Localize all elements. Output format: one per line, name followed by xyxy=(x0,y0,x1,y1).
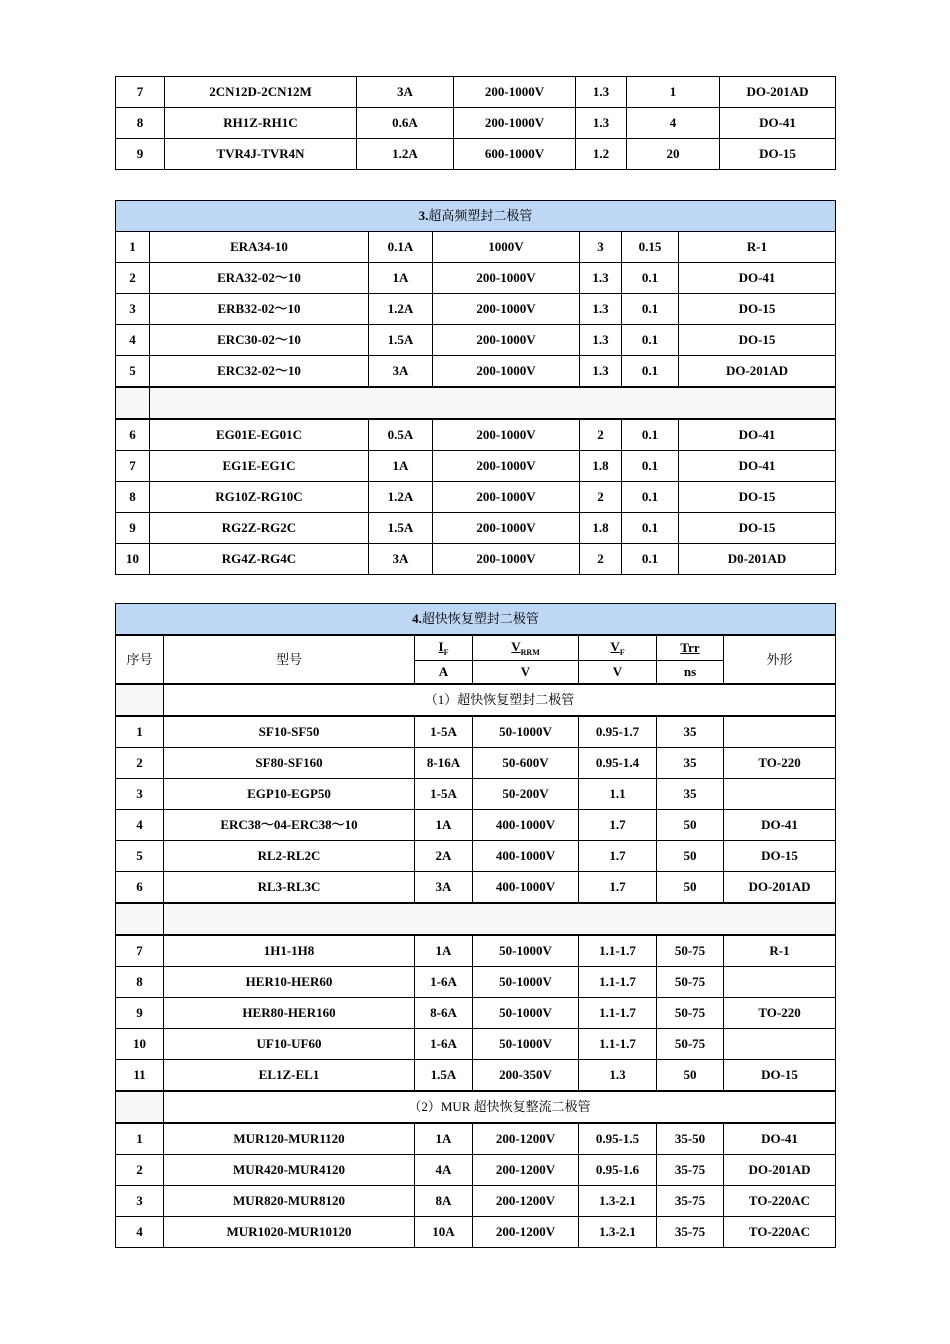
unit-vf: V xyxy=(579,661,657,685)
cell-vf: 1.7 xyxy=(579,841,657,872)
cell-voltage: 1000V xyxy=(433,232,580,263)
cell-current: 3A xyxy=(415,872,473,904)
table-row xyxy=(116,513,836,544)
table3-title xyxy=(116,604,836,636)
cell-trr: 50-75 xyxy=(657,967,724,998)
cell-model: RL3-RL3C xyxy=(164,872,415,904)
cell-trr: 35-50 xyxy=(657,1123,724,1155)
cell-package xyxy=(724,716,836,748)
cell-voltage: 200-1000V xyxy=(454,77,576,108)
section-index-cell xyxy=(116,1091,164,1123)
cell-voltage: 200-350V xyxy=(473,1060,579,1092)
cell-index: 5 xyxy=(116,356,150,388)
cell-package xyxy=(724,967,836,998)
cell-vf: 0.95-1.4 xyxy=(579,748,657,779)
cell-index: 11 xyxy=(116,1060,164,1092)
cell-current: 2A xyxy=(415,841,473,872)
table-row xyxy=(116,716,836,748)
spacer-cell xyxy=(116,903,164,935)
header-vf-symbol: V xyxy=(610,639,620,654)
header-row xyxy=(116,635,836,661)
cell-trr: 35-75 xyxy=(657,1186,724,1217)
cell-package: TO-220AC xyxy=(724,1217,836,1248)
cell-package: DO-15 xyxy=(679,513,836,544)
cell-model: ERA32-02～10 xyxy=(150,263,369,294)
cell-package: DO-41 xyxy=(724,1123,836,1155)
table3-group3 xyxy=(116,1123,836,1248)
header-package: 外形 xyxy=(724,635,836,684)
cell-voltage: 600-1000V xyxy=(454,139,576,170)
cell-package: DO-15 xyxy=(679,482,836,513)
table-row xyxy=(116,451,836,482)
table-row xyxy=(116,841,836,872)
cell-package: DO-41 xyxy=(679,419,836,451)
cell-vf: 0.95-1.6 xyxy=(579,1155,657,1186)
cell-current: 8-6A xyxy=(415,998,473,1029)
cell-model: RG4Z-RG4C xyxy=(150,544,369,575)
cell-package: TO-220 xyxy=(724,748,836,779)
header-if xyxy=(415,635,473,661)
cell-package: TO-220 xyxy=(724,998,836,1029)
cell-model: EG1E-EG1C xyxy=(150,451,369,482)
cell-model: EL1Z-EL1 xyxy=(164,1060,415,1092)
table-row xyxy=(116,294,836,325)
cell-voltage: 400-1000V xyxy=(473,841,579,872)
cell-vf: 1.3-2.1 xyxy=(579,1186,657,1217)
section-label-2: （2）MUR 超快恢复整流二极管 xyxy=(164,1091,836,1123)
cell-index: 4 xyxy=(116,325,150,356)
cell-trr: 50-75 xyxy=(657,998,724,1029)
table-row xyxy=(116,108,836,139)
cell-current: 0.6A xyxy=(357,108,454,139)
table-row xyxy=(116,1155,836,1186)
header-if-subscript: F xyxy=(443,648,449,657)
spacer-cell xyxy=(164,903,836,935)
cell-voltage: 50-200V xyxy=(473,779,579,810)
cell-package: DO-15 xyxy=(679,325,836,356)
cell-package: DO-41 xyxy=(679,451,836,482)
cell-package: D0-201AD xyxy=(679,544,836,575)
header-index: 序号 xyxy=(116,635,164,684)
cell-vf: 1.3-2.1 xyxy=(579,1217,657,1248)
table-row xyxy=(116,544,836,575)
table3-title-text: 超快恢复塑封二极管 xyxy=(421,611,539,626)
cell-model: SF10-SF50 xyxy=(164,716,415,748)
table-row xyxy=(116,779,836,810)
cell-model: 1H1-1H8 xyxy=(164,935,415,967)
cell-trr: 0.1 xyxy=(622,263,679,294)
cell-index: 3 xyxy=(116,294,150,325)
cell-index: 10 xyxy=(116,544,150,575)
cell-voltage: 200-1200V xyxy=(473,1123,579,1155)
cell-voltage: 200-1000V xyxy=(433,325,580,356)
header-vrrm xyxy=(473,635,579,661)
cell-package xyxy=(724,1029,836,1060)
cell-vf: 1.3 xyxy=(580,294,622,325)
table2-group2 xyxy=(116,419,836,575)
table3-group2 xyxy=(116,935,836,1091)
cell-vf: 1.3 xyxy=(580,356,622,388)
cell-current: 10A xyxy=(415,1217,473,1248)
cell-index: 9 xyxy=(116,139,165,170)
table2-title xyxy=(116,201,836,232)
cell-vf: 1.7 xyxy=(579,872,657,904)
diode-table-continued xyxy=(115,76,836,170)
cell-model: MUR1020-MUR10120 xyxy=(164,1217,415,1248)
cell-package: R-1 xyxy=(679,232,836,263)
cell-current: 1.2A xyxy=(369,482,433,513)
cell-current: 3A xyxy=(357,77,454,108)
cell-trr: 50 xyxy=(657,810,724,841)
cell-vf: 1.2 xyxy=(576,139,627,170)
cell-trr: 0.1 xyxy=(622,513,679,544)
cell-model: MUR820-MUR8120 xyxy=(164,1186,415,1217)
cell-model: MUR120-MUR1120 xyxy=(164,1123,415,1155)
cell-voltage: 200-1000V xyxy=(433,263,580,294)
cell-voltage: 50-1000V xyxy=(473,716,579,748)
cell-index: 8 xyxy=(116,108,165,139)
cell-index: 1 xyxy=(116,1123,164,1155)
cell-model: TVR4J-TVR4N xyxy=(165,139,357,170)
cell-voltage: 50-1000V xyxy=(473,1029,579,1060)
cell-index: 8 xyxy=(116,967,164,998)
cell-current: 1.5A xyxy=(415,1060,473,1092)
table2-group1 xyxy=(116,232,836,388)
header-vf xyxy=(579,635,657,661)
table-row xyxy=(116,872,836,904)
cell-current: 8-16A xyxy=(415,748,473,779)
cell-current: 1.5A xyxy=(369,513,433,544)
cell-index: 7 xyxy=(116,451,150,482)
cell-package: DO-41 xyxy=(724,810,836,841)
cell-voltage: 200-1000V xyxy=(433,451,580,482)
cell-index: 1 xyxy=(116,232,150,263)
cell-model: EGP10-EGP50 xyxy=(164,779,415,810)
table-row xyxy=(116,1029,836,1060)
cell-index: 5 xyxy=(116,841,164,872)
cell-package: DO-15 xyxy=(679,294,836,325)
table-row xyxy=(116,77,836,108)
cell-voltage: 200-1000V xyxy=(433,513,580,544)
cell-trr: 0.1 xyxy=(622,482,679,513)
unit-trr: ns xyxy=(657,661,724,685)
cell-index: 7 xyxy=(116,77,165,108)
table-row xyxy=(116,998,836,1029)
cell-trr: 1 xyxy=(627,77,720,108)
table-row xyxy=(116,232,836,263)
cell-trr: 50-75 xyxy=(657,935,724,967)
cell-vf: 1.1-1.7 xyxy=(579,967,657,998)
table-row xyxy=(116,139,836,170)
table-row xyxy=(116,748,836,779)
cell-package: DO-41 xyxy=(679,263,836,294)
section-index-cell xyxy=(116,684,164,716)
cell-trr: 35-75 xyxy=(657,1155,724,1186)
cell-vf: 0.95-1.5 xyxy=(579,1123,657,1155)
cell-trr: 0.1 xyxy=(622,325,679,356)
cell-index: 10 xyxy=(116,1029,164,1060)
cell-model: ERC32-02～10 xyxy=(150,356,369,388)
section-label-1: （1）超快恢复塑封二极管 xyxy=(164,684,836,716)
table-row xyxy=(116,263,836,294)
cell-current: 1-6A xyxy=(415,1029,473,1060)
cell-index: 6 xyxy=(116,872,164,904)
cell-vf: 1.8 xyxy=(580,513,622,544)
table-row xyxy=(116,967,836,998)
cell-vf: 1.7 xyxy=(579,810,657,841)
table-row xyxy=(116,1123,836,1155)
cell-trr: 35 xyxy=(657,779,724,810)
cell-vf: 3 xyxy=(580,232,622,263)
cell-vf: 1.3 xyxy=(580,263,622,294)
cell-model: HER10-HER60 xyxy=(164,967,415,998)
cell-package: DO-15 xyxy=(724,1060,836,1092)
cell-model: MUR420-MUR4120 xyxy=(164,1155,415,1186)
spacer-row xyxy=(116,387,836,419)
cell-voltage: 200-1000V xyxy=(433,356,580,388)
cell-index: 8 xyxy=(116,482,150,513)
table-row xyxy=(116,419,836,451)
table1-body xyxy=(116,77,836,170)
header-vrrm-subscript: RRM xyxy=(520,648,540,657)
cell-voltage: 50-1000V xyxy=(473,967,579,998)
cell-model: ERA34-10 xyxy=(150,232,369,263)
cell-model: ERC38～04-ERC38～10 xyxy=(164,810,415,841)
cell-trr: 20 xyxy=(627,139,720,170)
cell-index: 2 xyxy=(116,748,164,779)
cell-package: TO-220AC xyxy=(724,1186,836,1217)
cell-trr: 0.1 xyxy=(622,294,679,325)
cell-trr: 50 xyxy=(657,841,724,872)
cell-vf: 1.1-1.7 xyxy=(579,998,657,1029)
cell-package: DO-15 xyxy=(720,139,836,170)
cell-index: 6 xyxy=(116,419,150,451)
cell-voltage: 200-1000V xyxy=(433,482,580,513)
table2-title-number: 3. xyxy=(418,208,429,223)
cell-package: DO-41 xyxy=(720,108,836,139)
cell-vf: 1.1-1.7 xyxy=(579,1029,657,1060)
cell-trr: 35 xyxy=(657,748,724,779)
cell-index: 4 xyxy=(116,810,164,841)
table-row xyxy=(116,935,836,967)
cell-voltage: 200-1000V xyxy=(433,544,580,575)
cell-model: UF10-UF60 xyxy=(164,1029,415,1060)
cell-vf: 1.1 xyxy=(579,779,657,810)
table-row xyxy=(116,1217,836,1248)
cell-package: DO-201AD xyxy=(724,872,836,904)
cell-index: 1 xyxy=(116,716,164,748)
spacer-row xyxy=(116,903,836,935)
cell-current: 0.1A xyxy=(369,232,433,263)
cell-trr: 0.1 xyxy=(622,544,679,575)
cell-model: RL2-RL2C xyxy=(164,841,415,872)
cell-trr: 0.1 xyxy=(622,451,679,482)
cell-trr: 0.1 xyxy=(622,419,679,451)
cell-current: 8A xyxy=(415,1186,473,1217)
spacer-cell xyxy=(116,387,150,419)
cell-trr: 35-75 xyxy=(657,1217,724,1248)
cell-vf: 1.3 xyxy=(576,108,627,139)
cell-index: 2 xyxy=(116,263,150,294)
section-row xyxy=(116,1091,836,1123)
cell-trr: 35 xyxy=(657,716,724,748)
header-trr-label: Trr xyxy=(680,640,700,655)
table-row xyxy=(116,325,836,356)
cell-index: 7 xyxy=(116,935,164,967)
table2-title-text: 超高频塑封二极管 xyxy=(428,208,533,223)
cell-voltage: 200-1200V xyxy=(473,1186,579,1217)
cell-vf: 1.3 xyxy=(576,77,627,108)
cell-voltage: 200-1200V xyxy=(473,1155,579,1186)
cell-index: 9 xyxy=(116,998,164,1029)
cell-model: RG2Z-RG2C xyxy=(150,513,369,544)
cell-vf: 2 xyxy=(580,544,622,575)
unit-vrrm: V xyxy=(473,661,579,685)
header-vf-subscript: F xyxy=(619,648,625,657)
cell-trr: 50-75 xyxy=(657,1029,724,1060)
cell-current: 1.5A xyxy=(369,325,433,356)
cell-trr: 0.15 xyxy=(622,232,679,263)
table-row xyxy=(116,1060,836,1092)
cell-model: RG10Z-RG10C xyxy=(150,482,369,513)
cell-voltage: 200-1200V xyxy=(473,1217,579,1248)
cell-current: 1A xyxy=(369,451,433,482)
cell-trr: 4 xyxy=(627,108,720,139)
cell-current: 4A xyxy=(415,1155,473,1186)
cell-vf: 1.3 xyxy=(579,1060,657,1092)
cell-trr: 50 xyxy=(657,872,724,904)
table-row xyxy=(116,482,836,513)
cell-vf: 0.95-1.7 xyxy=(579,716,657,748)
unit-if: A xyxy=(415,661,473,685)
cell-vf: 1.1-1.7 xyxy=(579,935,657,967)
cell-vf: 2 xyxy=(580,482,622,513)
cell-current: 1A xyxy=(415,810,473,841)
cell-voltage: 200-1000V xyxy=(454,108,576,139)
cell-voltage: 400-1000V xyxy=(473,810,579,841)
cell-model: ERB32-02～10 xyxy=(150,294,369,325)
cell-current: 1-6A xyxy=(415,967,473,998)
cell-current: 1.2A xyxy=(369,294,433,325)
cell-model: ERC30-02～10 xyxy=(150,325,369,356)
cell-index: 2 xyxy=(116,1155,164,1186)
cell-voltage: 50-600V xyxy=(473,748,579,779)
cell-model: RH1Z-RH1C xyxy=(165,108,357,139)
cell-index: 3 xyxy=(116,1186,164,1217)
cell-model: EG01E-EG01C xyxy=(150,419,369,451)
cell-package: R-1 xyxy=(724,935,836,967)
header-trr xyxy=(657,635,724,661)
cell-voltage: 50-1000V xyxy=(473,935,579,967)
header-vrrm-symbol: V xyxy=(511,639,521,654)
cell-current: 1.2A xyxy=(357,139,454,170)
cell-index: 9 xyxy=(116,513,150,544)
cell-current: 1-5A xyxy=(415,716,473,748)
ultrafast-diode-table xyxy=(115,603,836,1248)
cell-package: DO-201AD xyxy=(724,1155,836,1186)
header-if-symbol: I xyxy=(438,639,444,654)
cell-vf: 1.8 xyxy=(580,451,622,482)
cell-current: 1A xyxy=(415,935,473,967)
table-row xyxy=(116,1186,836,1217)
cell-voltage: 200-1000V xyxy=(433,294,580,325)
cell-package: DO-201AD xyxy=(720,77,836,108)
cell-voltage: 400-1000V xyxy=(473,872,579,904)
cell-voltage: 200-1000V xyxy=(433,419,580,451)
cell-model: 2CN12D-2CN12M xyxy=(165,77,357,108)
cell-voltage: 50-1000V xyxy=(473,998,579,1029)
cell-current: 1A xyxy=(369,263,433,294)
table3-group1 xyxy=(116,716,836,903)
cell-current: 1A xyxy=(415,1123,473,1155)
cell-model: HER80-HER160 xyxy=(164,998,415,1029)
table-row xyxy=(116,810,836,841)
cell-vf: 2 xyxy=(580,419,622,451)
cell-package: DO-201AD xyxy=(679,356,836,388)
cell-vf: 1.3 xyxy=(580,325,622,356)
cell-current: 0.5A xyxy=(369,419,433,451)
cell-model: SF80-SF160 xyxy=(164,748,415,779)
uhf-diode-table xyxy=(115,200,836,575)
section-row xyxy=(116,684,836,716)
cell-current: 3A xyxy=(369,544,433,575)
spacer-cell xyxy=(150,387,836,419)
cell-trr: 50 xyxy=(657,1060,724,1092)
cell-current: 1-5A xyxy=(415,779,473,810)
cell-index: 3 xyxy=(116,779,164,810)
table3-title-number: 4. xyxy=(412,611,422,626)
table-row xyxy=(116,356,836,388)
cell-index: 4 xyxy=(116,1217,164,1248)
header-model: 型号 xyxy=(164,635,415,684)
cell-trr: 0.1 xyxy=(622,356,679,388)
cell-package: DO-15 xyxy=(724,841,836,872)
cell-current: 3A xyxy=(369,356,433,388)
cell-package xyxy=(724,779,836,810)
